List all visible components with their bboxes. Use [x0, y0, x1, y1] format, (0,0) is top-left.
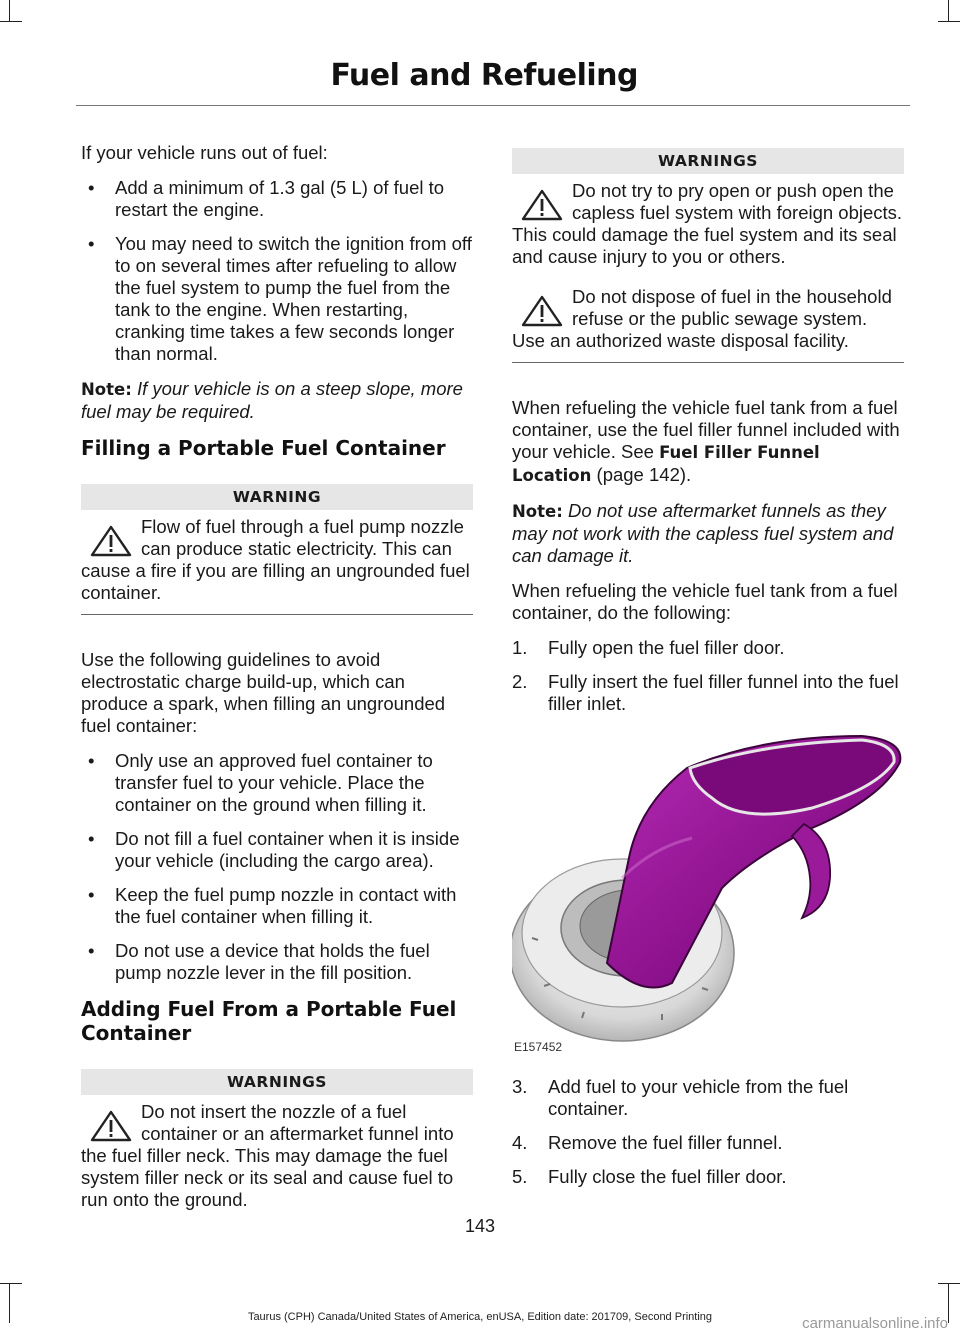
warning-item — [81, 516, 473, 604]
warning-triangle-icon — [520, 294, 564, 328]
note-text: Do not use aftermarket funnels as they may not work with the capless fuel system and can damage it. — [512, 500, 894, 566]
watermark: carmanualsonline.info — [802, 1315, 948, 1332]
step-item: 5. Fully close the fuel filler door. — [512, 1166, 787, 1187]
funnel-paragraph: When refueling the vehicle fuel tank from a fuel container, use the fuel filler funnel included with your vehicle. See Fuel Filler Funnel Location (page 142). — [512, 397, 900, 485]
warning-header: WARNINGS — [512, 148, 904, 174]
note-paragraph — [81, 378, 473, 423]
warning-box — [81, 1069, 473, 1211]
note-label: Note: — [81, 380, 132, 399]
warning-triangle-icon — [89, 524, 133, 558]
warning-header: WARNING — [81, 484, 473, 510]
intro-paragraph: If your vehicle runs out of fuel: — [81, 142, 328, 163]
right-column — [512, 142, 904, 1201]
guidelines-paragraph: Use the following guidelines to avoid electrostatic charge build-up, which can produce a spark, when filling an ungrounded fuel container: — [81, 649, 446, 736]
guidelines-list — [81, 750, 473, 984]
crop-mark — [938, 21, 960, 22]
warning-triangle-icon — [520, 188, 564, 222]
step-item: 3. Add fuel to your vehicle from the fuel container. — [512, 1076, 849, 1119]
out-of-fuel-list — [81, 177, 473, 365]
list-item: • Do not fill a fuel container when it is inside your vehicle (including the cargo area). — [81, 828, 473, 872]
page-title: Fuel and Refueling — [330, 58, 638, 93]
warning-text: Do not dispose of fuel in the household refuse or the public sewage system. Use an authorized waste disposal facility. — [512, 286, 892, 351]
list-item: • You may need to switch the ignition from off to on several times after refueling to allow the fuel system to pump the fuel from the tank to the engine. When restarting, cranking time takes a few seconds longer than normal. — [81, 233, 473, 365]
page-number: 143 — [464, 1216, 496, 1236]
warning-text: Do not insert the nozzle of a fuel container or an aftermarket funnel into the fuel filler neck. This may damage the fuel system filler neck or its seal and cause fuel to run onto the ground. — [81, 1101, 454, 1210]
funnel-illustration — [512, 728, 904, 1058]
warning-item — [512, 180, 904, 268]
list-item: • Add a minimum of 1.3 gal (5 L) of fuel to restart the engine. — [81, 177, 473, 221]
crop-mark — [0, 21, 22, 22]
warning-header: WARNINGS — [81, 1069, 473, 1095]
funnel-inlet-drawing — [512, 728, 904, 1058]
note-text: If your vehicle is on a steep slope, more fuel may be required. — [81, 378, 463, 422]
title-divider — [76, 105, 910, 106]
cross-reference-link[interactable]: Fuel Filler Funnel Location — [512, 443, 820, 485]
procedure-intro: When refueling the vehicle fuel tank from a fuel container, do the following: — [512, 580, 898, 623]
warning-triangle-icon — [89, 1109, 133, 1143]
step-item: 2. Fully insert the fuel filler funnel into the fuel filler inlet. — [512, 671, 899, 714]
section-heading: Adding Fuel From a Portable Fuel Container — [81, 997, 457, 1045]
procedure-steps — [512, 1076, 904, 1188]
section-heading: Filling a Portable Fuel Container — [81, 436, 446, 460]
step-item: 1. Fully open the fuel filler door. — [512, 637, 785, 658]
warning-item — [512, 286, 904, 352]
warning-divider — [512, 362, 904, 363]
warning-box — [81, 484, 473, 615]
warning-item — [81, 1101, 473, 1211]
warning-text: Flow of fuel through a fuel pump nozzle can produce static electricity. This can cause a fire if you are filling an ungrounded fuel container. — [81, 516, 470, 603]
list-item: • Keep the fuel pump nozzle in contact with the fuel container when filling it. — [81, 884, 473, 928]
crop-mark — [948, 0, 949, 22]
left-column — [81, 142, 473, 1233]
warning-box — [512, 148, 904, 363]
warning-text: Do not try to pry open or push open the capless fuel system with foreign objects. This could damage the fuel system and its seal and cause injury to you or others. — [512, 180, 903, 267]
crop-mark — [938, 1283, 960, 1284]
crop-mark — [0, 1283, 22, 1284]
crop-mark — [9, 0, 10, 22]
figure-code: E157452 — [514, 1040, 563, 1054]
note-paragraph — [512, 500, 904, 567]
note-label: Note: — [512, 502, 563, 521]
procedure-steps — [512, 637, 904, 715]
edition-footer: Taurus (CPH) Canada/United States of America, enUSA, Edition date: 201709, Second Printing — [247, 1311, 713, 1323]
step-item: 4. Remove the fuel filler funnel. — [512, 1132, 783, 1153]
list-item: • Only use an approved fuel container to transfer fuel to your vehicle. Place the container on the ground when filling it. — [81, 750, 473, 816]
list-item: • Do not use a device that holds the fuel pump nozzle lever in the fill position. — [81, 940, 473, 984]
warning-divider — [81, 614, 473, 615]
